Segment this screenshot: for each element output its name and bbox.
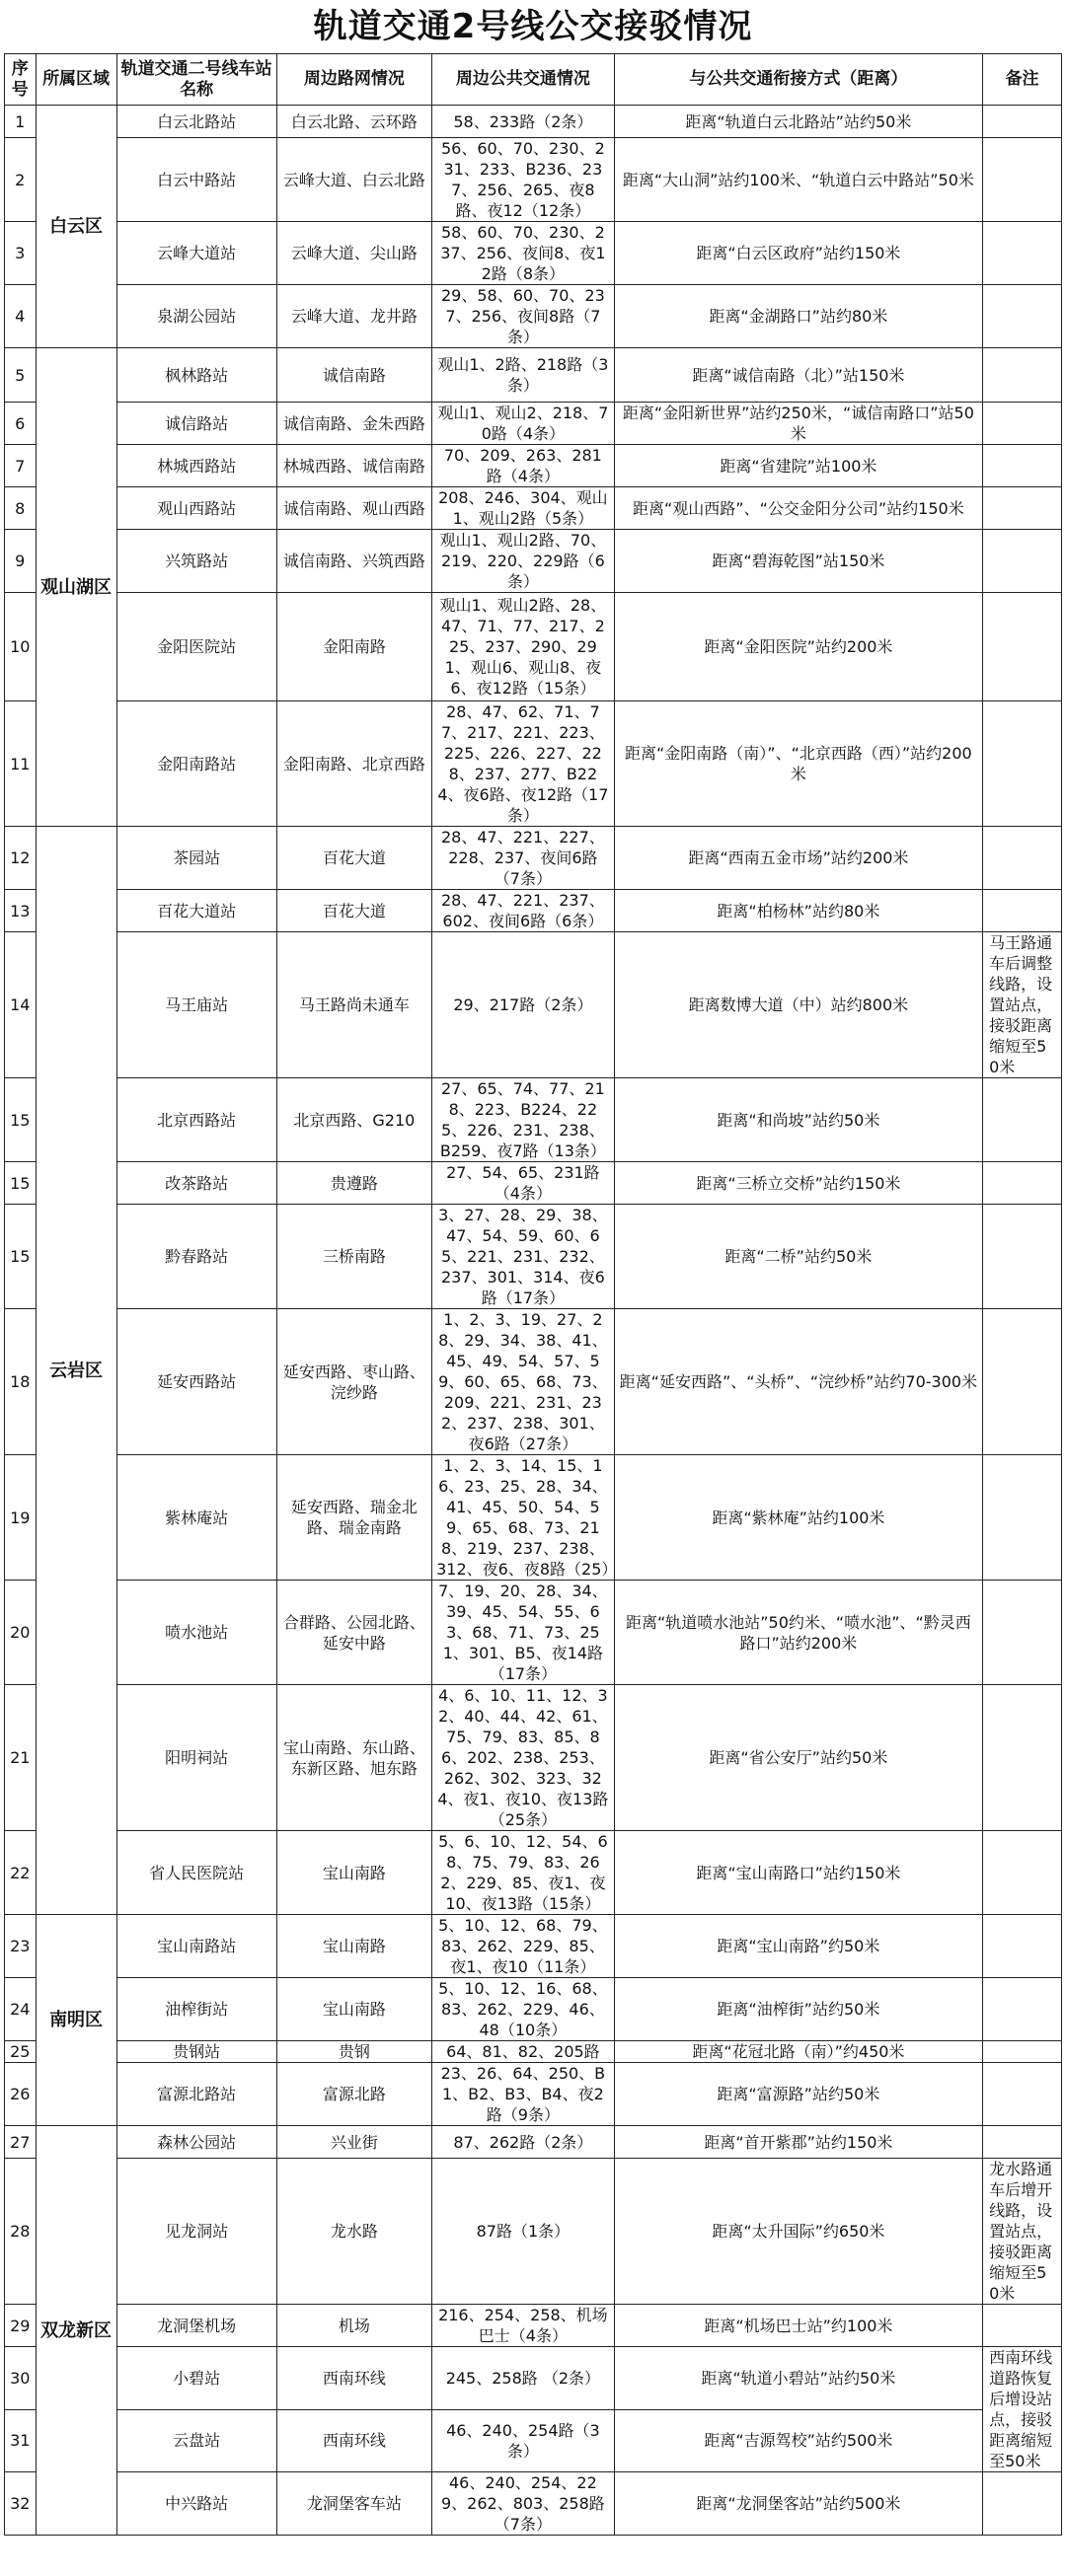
row-number: 28 — [5, 2159, 37, 2305]
road-network: 云峰大道、龙井路 — [276, 285, 432, 348]
row-number: 18 — [5, 1309, 37, 1455]
note-cell — [983, 222, 1062, 285]
row-number: 15 — [5, 1162, 37, 1205]
bus-lines: 4、6、10、11、12、32、40、44、42、61、75、79、83、85、86、202、238、253、262、302、323、324、夜1、夜10、夜13路（25条） — [432, 1685, 615, 1831]
connection-distance: 距离“宝山南路”约50米 — [614, 1915, 983, 1978]
note-cell — [983, 2041, 1062, 2063]
row-number: 15 — [5, 1205, 37, 1309]
header-row — [5, 54, 1062, 106]
connection-distance: 距离“白云区政府”站约150米 — [614, 222, 983, 285]
bus-lines: 28、47、221、237、602、夜间6路（6条） — [432, 890, 615, 932]
connection-distance: 距离“西南五金市场”站约200米 — [614, 827, 983, 890]
table-row — [5, 2041, 1062, 2063]
region-cell: 白云区 — [36, 106, 116, 348]
connection-distance: 距离“轨道白云北路站”站约50米 — [614, 106, 983, 138]
bus-lines: 5、6、10、12、54、68、75、79、83、262、229、85、夜1、夜10、夜13路（15条） — [432, 1831, 615, 1915]
bus-lines: 216、254、258、机场巴士（4条） — [432, 2305, 615, 2347]
header-station: 轨道交通二号线车站名称 — [116, 54, 276, 106]
road-network: 诚信南路、兴筑西路 — [276, 530, 432, 593]
region-cell: 南明区 — [36, 1915, 116, 2126]
connection-distance: 距离“三桥立交桥”站约150米 — [614, 1162, 983, 1205]
note-cell — [983, 1685, 1062, 1831]
station-name: 茶园站 — [116, 827, 276, 890]
connection-distance: 距离“观山西路”、“公交金阳分公司”站约150米 — [614, 487, 983, 530]
table-row — [5, 285, 1062, 348]
station-name: 白云中路站 — [116, 138, 276, 222]
row-number: 26 — [5, 2063, 37, 2126]
road-network: 诚信南路、金朱西路 — [276, 403, 432, 445]
row-number: 8 — [5, 487, 37, 530]
connection-distance: 距离数博大道（中）站约800米 — [614, 932, 983, 1078]
note-cell — [983, 701, 1062, 827]
connection-distance: 距离“金阳医院”站约200米 — [614, 593, 983, 701]
bus-lines: 87、262路（2条） — [432, 2126, 615, 2159]
note-cell — [983, 530, 1062, 593]
region-cell: 云岩区 — [36, 827, 116, 1915]
station-name: 油榨街站 — [116, 1978, 276, 2041]
station-name: 云盘站 — [116, 2409, 276, 2472]
region-cell: 观山湖区 — [36, 348, 116, 827]
table-row — [5, 1915, 1062, 1978]
road-network: 百花大道 — [276, 890, 432, 932]
header-connect: 与公共交通衔接方式（距离） — [614, 54, 983, 106]
note-cell — [983, 403, 1062, 445]
road-network: 西南环线 — [276, 2347, 432, 2410]
station-name: 观山西路站 — [116, 487, 276, 530]
bus-lines: 观山1、2路、218路（3条） — [432, 348, 615, 403]
connection-distance: 距离“延安西路”、“头桥”、“浣纱桥”站约70-300米 — [614, 1309, 983, 1455]
row-number: 30 — [5, 2347, 37, 2410]
road-network: 马王路尚未通车 — [276, 932, 432, 1078]
bus-lines: 64、81、82、205路 — [432, 2041, 615, 2063]
bus-lines: 46、240、254路（3条） — [432, 2409, 615, 2472]
row-number: 15 — [5, 1078, 37, 1162]
table-row — [5, 827, 1062, 890]
table-row — [5, 138, 1062, 222]
bus-lines: 58、233路（2条） — [432, 106, 615, 138]
station-name: 泉湖公园站 — [116, 285, 276, 348]
bus-lines: 208、246、304、观山1、观山2路（5条） — [432, 487, 615, 530]
table-row — [5, 1162, 1062, 1205]
road-network: 百花大道 — [276, 827, 432, 890]
table-row — [5, 593, 1062, 701]
station-name: 喷水池站 — [116, 1581, 276, 1685]
table-row — [5, 487, 1062, 530]
note-cell — [983, 106, 1062, 138]
note-cell — [983, 1205, 1062, 1309]
bus-lines: 1、2、3、19、27、28、29、34、38、41、45、49、54、57、59、60、65、68、73、209、221、231、232、237、238、301、夜6路（27条） — [432, 1309, 615, 1455]
connection-distance: 距离“诚信南路（北）”站150米 — [614, 348, 983, 403]
road-network: 延安西路、瑞金北路、瑞金南路 — [276, 1455, 432, 1581]
bus-lines: 3、27、28、29、38、47、54、59、60、65、221、231、232、237、301、314、夜6路（17条） — [432, 1205, 615, 1309]
station-name: 省人民医院站 — [116, 1831, 276, 1915]
connection-distance: 距离“吉源驾校”站约500米 — [614, 2409, 983, 2472]
connection-distance: 距离“机场巴士站”约100米 — [614, 2305, 983, 2347]
road-network: 金阳南路、北京西路 — [276, 701, 432, 827]
station-name: 贵钢站 — [116, 2041, 276, 2063]
table-row — [5, 2063, 1062, 2126]
table-row — [5, 2159, 1062, 2305]
road-network: 三桥南路 — [276, 1205, 432, 1309]
table-row — [5, 2347, 1062, 2410]
station-name: 白云北路站 — [116, 106, 276, 138]
station-name: 黔春路站 — [116, 1205, 276, 1309]
region-cell: 双龙新区 — [36, 2126, 116, 2536]
road-network: 西南环线 — [276, 2409, 432, 2472]
note-cell — [983, 487, 1062, 530]
row-number: 7 — [5, 445, 37, 487]
header-no: 序号 — [5, 54, 37, 106]
table-row — [5, 1455, 1062, 1581]
road-network: 兴业街 — [276, 2126, 432, 2159]
bus-lines: 245、258路 （2条） — [432, 2347, 615, 2410]
road-network: 合群路、公园北路、延安中路 — [276, 1581, 432, 1685]
row-number: 12 — [5, 827, 37, 890]
note-cell — [983, 2305, 1062, 2347]
note-cell — [983, 1915, 1062, 1978]
connection-distance: 距离“首开紫郡”站约150米 — [614, 2126, 983, 2159]
road-network: 宝山南路 — [276, 1978, 432, 2041]
connection-distance: 距离“和尚坡”站约50米 — [614, 1078, 983, 1162]
note-cell — [983, 2126, 1062, 2159]
road-network: 北京西路、G210 — [276, 1078, 432, 1162]
table-row — [5, 530, 1062, 593]
station-name: 金阳医院站 — [116, 593, 276, 701]
connection-distance: 距离“轨道喷水池站”50约米、“喷水池”、“黔灵西路口”站约200米 — [614, 1581, 983, 1685]
bus-lines: 23、26、64、250、B1、B2、B3、B4、夜2路（9条） — [432, 2063, 615, 2126]
station-name: 改茶路站 — [116, 1162, 276, 1205]
row-number: 20 — [5, 1581, 37, 1685]
connection-distance: 距离“碧海乾图”站150米 — [614, 530, 983, 593]
table-row — [5, 1831, 1062, 1915]
bus-lines: 1、2、3、14、15、16、23、25、28、34、41、45、50、54、59、65、68、73、218、219、237、238、312、夜6、夜8路（25） — [432, 1455, 615, 1581]
road-network: 云峰大道、白云北路 — [276, 138, 432, 222]
row-number: 24 — [5, 1978, 37, 2041]
table-row — [5, 1978, 1062, 2041]
road-network: 龙水路 — [276, 2159, 432, 2305]
bus-lines: 58、60、70、230、237、256、夜间8、夜12路（8条） — [432, 222, 615, 285]
row-number: 27 — [5, 2126, 37, 2159]
table-row — [5, 348, 1062, 403]
connection-distance: 距离“龙洞堡客站”站约500米 — [614, 2472, 983, 2536]
road-network: 林城西路、诚信南路 — [276, 445, 432, 487]
table-row — [5, 2126, 1062, 2159]
station-name: 中兴路站 — [116, 2472, 276, 2536]
bus-lines: 观山1、观山2路、28、47、71、77、217、225、237、290、291、观山6、观山8、夜6、夜12路（15条） — [432, 593, 615, 701]
road-network: 宝山南路 — [276, 1831, 432, 1915]
station-name: 枫林路站 — [116, 348, 276, 403]
note-cell: 龙水路通车后增开线路，设置站点，接驳距离缩短至50米 — [983, 2159, 1062, 2305]
row-number: 9 — [5, 530, 37, 593]
connection-distance: 距离“油榨街”站约50米 — [614, 1978, 983, 2041]
note-cell — [983, 890, 1062, 932]
connection-distance: 距离“省建院”站100米 — [614, 445, 983, 487]
table-row — [5, 403, 1062, 445]
station-name: 百花大道站 — [116, 890, 276, 932]
note-cell — [983, 445, 1062, 487]
bus-lines: 27、65、74、77、218、223、B224、225、226、231、238、B259、夜7路（13条） — [432, 1078, 615, 1162]
row-number: 3 — [5, 222, 37, 285]
road-network: 白云北路、云环路 — [276, 106, 432, 138]
table-row — [5, 1078, 1062, 1162]
connection-distance: 距离“金阳南路（南）”、“北京西路（西）”站约200米 — [614, 701, 983, 827]
bus-lines: 5、10、12、68、79、83、262、229、85、夜1、夜10（11条） — [432, 1915, 615, 1978]
station-name: 北京西路站 — [116, 1078, 276, 1162]
header-note: 备注 — [983, 54, 1062, 106]
road-network: 富源北路 — [276, 2063, 432, 2126]
station-name: 小碧站 — [116, 2347, 276, 2410]
bus-lines: 观山1、观山2、218、70路（4条） — [432, 403, 615, 445]
note-cell — [983, 1455, 1062, 1581]
road-network: 宝山南路、东山路、东新区路、旭东路 — [276, 1685, 432, 1831]
bus-lines: 观山1、观山2路、70、219、220、229路（6条） — [432, 530, 615, 593]
note-cell — [983, 2472, 1062, 2536]
note-cell — [983, 827, 1062, 890]
road-network: 延安西路、枣山路、浣纱路 — [276, 1309, 432, 1455]
table-row — [5, 701, 1062, 827]
bus-lines: 7、19、20、28、34、39、45、54、55、63、68、71、73、251、301、B5、夜14路（17条） — [432, 1581, 615, 1685]
bus-lines: 28、47、62、71、77、217、221、223、225、226、227、228、237、277、B224、夜6路、夜12路（17条） — [432, 701, 615, 827]
note-cell: 马王路通车后调整线路，设置站点，接驳距离缩短至50米 — [983, 932, 1062, 1078]
header-roads: 周边路网情况 — [276, 54, 432, 106]
table-row — [5, 1309, 1062, 1455]
road-network: 贵钢 — [276, 2041, 432, 2063]
table-row — [5, 2409, 1062, 2472]
row-number: 1 — [5, 106, 37, 138]
note-cell — [983, 285, 1062, 348]
station-name: 兴筑路站 — [116, 530, 276, 593]
station-name: 金阳南路站 — [116, 701, 276, 827]
bus-lines: 29、217路（2条） — [432, 932, 615, 1078]
row-number: 14 — [5, 932, 37, 1078]
table-row — [5, 445, 1062, 487]
station-name: 宝山南路站 — [116, 1915, 276, 1978]
connection-distance: 距离“金阳新世界”站约250米，“诚信南路口”站50米 — [614, 403, 983, 445]
station-name: 见龙洞站 — [116, 2159, 276, 2305]
connection-distance: 距离“太升国际”约650米 — [614, 2159, 983, 2305]
row-number: 11 — [5, 701, 37, 827]
connection-distance: 距离“柏杨林”站约80米 — [614, 890, 983, 932]
station-name: 云峰大道站 — [116, 222, 276, 285]
bus-lines: 70、209、263、281路（4条） — [432, 445, 615, 487]
connection-distance: 距离“紫林庵”站约100米 — [614, 1455, 983, 1581]
table-row — [5, 106, 1062, 138]
table-row — [5, 1685, 1062, 1831]
row-number: 25 — [5, 2041, 37, 2063]
note-cell — [983, 1078, 1062, 1162]
row-number: 31 — [5, 2409, 37, 2472]
station-name: 马王庙站 — [116, 932, 276, 1078]
bus-lines: 28、47、221、227、228、237、夜间6路（7条） — [432, 827, 615, 890]
connection-distance: 距离“大山洞”站约100米、“轨道白云中路站”50米 — [614, 138, 983, 222]
station-name: 龙洞堡机场 — [116, 2305, 276, 2347]
note-cell — [983, 1831, 1062, 1915]
station-name: 阳明祠站 — [116, 1685, 276, 1831]
road-network: 宝山南路 — [276, 1915, 432, 1978]
page-title: 轨道交通2号线公交接驳情况 — [313, 7, 753, 46]
bus-connection-table — [4, 53, 1062, 2536]
road-network: 金阳南路 — [276, 593, 432, 701]
header-region: 所属区域 — [36, 54, 116, 106]
note-cell — [983, 348, 1062, 403]
table-row — [5, 890, 1062, 932]
station-name: 延安西路站 — [116, 1309, 276, 1455]
station-name: 森林公园站 — [116, 2126, 276, 2159]
connection-distance: 距离“轨道小碧站”站约50米 — [614, 2347, 983, 2410]
bus-lines: 56、60、70、230、231、233、B236、237、256、265、夜8路、夜12（12条） — [432, 138, 615, 222]
row-number: 4 — [5, 285, 37, 348]
row-number: 2 — [5, 138, 37, 222]
connection-distance: 距离“富源路”站约50米 — [614, 2063, 983, 2126]
connection-distance: 距离“省公安厅”站约50米 — [614, 1685, 983, 1831]
note-cell — [983, 1309, 1062, 1455]
connection-distance: 距离“金湖路口”站约80米 — [614, 285, 983, 348]
row-number: 19 — [5, 1455, 37, 1581]
table-row — [5, 932, 1062, 1078]
row-number: 23 — [5, 1915, 37, 1978]
table-row — [5, 1205, 1062, 1309]
table-row — [5, 1581, 1062, 1685]
road-network: 机场 — [276, 2305, 432, 2347]
road-network: 诚信南路、观山西路 — [276, 487, 432, 530]
station-name: 林城西路站 — [116, 445, 276, 487]
station-name: 诚信路站 — [116, 403, 276, 445]
road-network: 云峰大道、尖山路 — [276, 222, 432, 285]
road-network: 贵遵路 — [276, 1162, 432, 1205]
road-network: 诚信南路 — [276, 348, 432, 403]
note-cell — [983, 2063, 1062, 2126]
connection-distance: 距离“花冠北路（南）”约450米 — [614, 2041, 983, 2063]
table-row — [5, 222, 1062, 285]
row-number: 22 — [5, 1831, 37, 1915]
connection-distance: 距离“宝山南路口”站约150米 — [614, 1831, 983, 1915]
row-number: 21 — [5, 1685, 37, 1831]
row-number: 13 — [5, 890, 37, 932]
station-name: 紫林庵站 — [116, 1455, 276, 1581]
row-number: 6 — [5, 403, 37, 445]
header-bus: 周边公共交通情况 — [432, 54, 615, 106]
table-row — [5, 2305, 1062, 2347]
note-cell — [983, 138, 1062, 222]
bus-lines: 5、10、12、16、68、83、262、229、46、48（10条） — [432, 1978, 615, 2041]
bus-lines: 87路（1条） — [432, 2159, 615, 2305]
note-cell — [983, 1978, 1062, 2041]
road-network: 龙洞堡客车站 — [276, 2472, 432, 2536]
note-cell: 西南环线道路恢复后增设站点，接驳距离缩短至50米 — [983, 2347, 1062, 2472]
note-cell — [983, 1162, 1062, 1205]
note-cell — [983, 1581, 1062, 1685]
station-name: 富源北路站 — [116, 2063, 276, 2126]
bus-lines: 46、240、254、229、262、803、258路（7条） — [432, 2472, 615, 2536]
bus-lines: 27、54、65、231路（4条） — [432, 1162, 615, 1205]
note-cell — [983, 593, 1062, 701]
connection-distance: 距离“二桥”站约50米 — [614, 1205, 983, 1309]
row-number: 29 — [5, 2305, 37, 2347]
bus-lines: 29、58、60、70、237、256、夜间8路（7条） — [432, 285, 615, 348]
row-number: 5 — [5, 348, 37, 403]
table-row — [5, 2472, 1062, 2536]
row-number: 10 — [5, 593, 37, 701]
row-number: 32 — [5, 2472, 37, 2536]
